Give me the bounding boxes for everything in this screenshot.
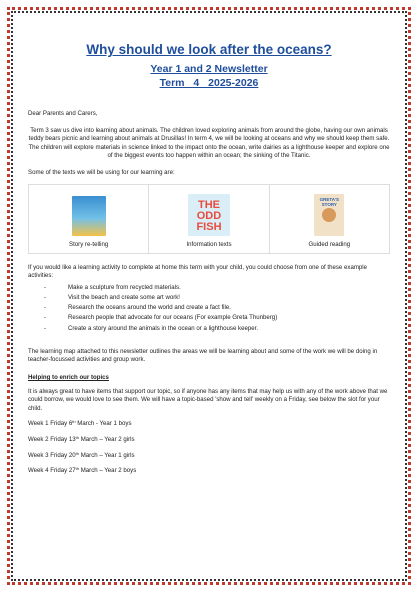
week-line <box>28 436 390 445</box>
cover-illustration <box>322 208 336 222</box>
ordinal-suffix: th <box>75 434 79 440</box>
list-item: - Research people that advocate for our oceans (For example Greta Thunberg) <box>58 313 390 323</box>
newsletter-content <box>28 42 390 476</box>
enrich-paragraph: It is always great to have items that support our topic, so if anyone has any items that may help us with any of the work above that we could borrow, we would love to see them. We will have a topic-based 'show and tell' weekly on a Friday, see below the slot for your child. <box>28 387 388 412</box>
list-item: - Make a sculpture from recycled materials. <box>58 283 390 293</box>
book-label: Information texts <box>186 240 232 248</box>
page-title: Why should we look after the oceans? <box>86 42 332 57</box>
week-date: Week 2 Friday 13 <box>28 435 76 443</box>
week-line <box>28 452 390 461</box>
enrich-heading: Helping to enrich our topics <box>28 373 109 381</box>
greta-book-cover-icon <box>314 194 344 236</box>
week-group: March – Year 2 girls <box>79 435 135 443</box>
activities-list <box>28 283 390 334</box>
week-group: March – Year 1 girls <box>79 451 135 459</box>
book-cell <box>29 185 149 253</box>
book-cover-text: GRETA'S STORY <box>319 196 340 207</box>
texts-heading: Some of the texts we will be using for our learning are: <box>28 168 175 176</box>
week-line <box>28 467 390 476</box>
greeting: Dear Parents and Carers, <box>28 110 98 117</box>
book-cell <box>270 185 389 253</box>
book-cover-text: THE ODD FISH <box>196 198 222 233</box>
books-table <box>28 184 390 254</box>
list-item: - Create a story around the animals in the ocean or a lighthouse keeper. <box>58 324 390 334</box>
week-group: March - Year 1 boys <box>75 420 132 428</box>
odd-fish-book-cover-icon <box>188 194 230 236</box>
week-date: Week 1 Friday 6 <box>28 420 73 428</box>
lighthouse-book-cover-icon <box>72 196 106 236</box>
ordinal-suffix: th <box>75 450 79 456</box>
book-cell <box>149 185 269 253</box>
activities-intro: If you would like a learning activity to complete at home this term with your child, you could choose from one of these example activities: <box>28 263 368 280</box>
book-label: Story re-telling <box>69 240 109 248</box>
week-group: March – Year 2 boys <box>79 467 137 475</box>
week-date: Week 4 Friday 27 <box>28 467 76 475</box>
book-label: Guided reading <box>308 240 351 248</box>
newsletter-subtitle: Year 1 and 2 Newsletter <box>150 63 268 75</box>
list-item: - Visit the beach and create some art work! <box>58 293 390 303</box>
intro-paragraph: Term 3 saw us dive into learning about animals. The children loved exploring animals from around the globe, having our own animals teddy bears picnic and learning about animals at Drusillas! In term 4, we will be looking at oceans and why we should keep them safe. The children will explore materials in science linked to the impact onto the ocean, write dairies as a lighthouse keeper and explore one of the biggest events too happen within an ocean; the sinking of the Titanic. <box>28 126 390 160</box>
week-line <box>28 420 390 429</box>
ordinal-suffix: th <box>72 419 76 425</box>
week-date: Week 3 Friday 20 <box>28 451 76 459</box>
learning-map-paragraph: The learning map attached to this newsletter outlines the areas we will be learning about and some of the work we will be doing in teacher-focussed activities and group work. <box>28 347 378 364</box>
list-item: - Research the oceans around the world and create a fact file. <box>58 303 390 313</box>
term-subtitle: Term 4 2025-2026 <box>159 77 259 89</box>
ordinal-suffix: th <box>75 466 79 472</box>
